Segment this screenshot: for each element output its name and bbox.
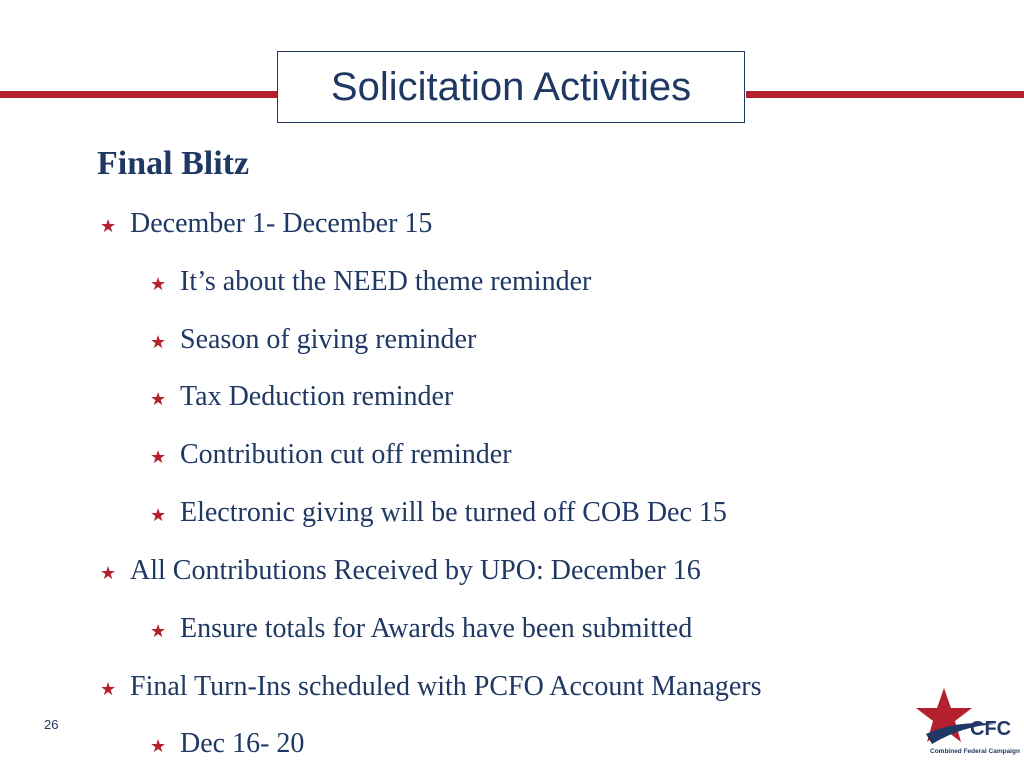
sub-bullet-item	[150, 613, 692, 645]
star-icon: ★	[100, 216, 117, 236]
title-rule-right	[746, 91, 1024, 98]
sub-bullet-item	[150, 381, 453, 413]
title-rule-left	[0, 91, 278, 98]
star-icon: ★	[150, 332, 167, 352]
star-icon: ★	[150, 389, 167, 409]
bullet-item	[100, 555, 701, 587]
star-icon: ★	[150, 736, 167, 756]
star-icon: ★	[150, 447, 167, 467]
bullet-text: December 1- December 15	[130, 208, 433, 239]
star-icon: ★	[150, 505, 167, 525]
bullet-text: Electronic giving will be turned off COB Dec 15	[180, 497, 727, 528]
cfc-logo	[916, 686, 1020, 756]
section-heading: Final Blitz	[97, 145, 250, 182]
slide-title: Solicitation Activities	[330, 64, 692, 109]
sub-bullet-item	[150, 324, 476, 356]
bullet-text: Contribution cut off reminder	[180, 439, 512, 470]
sub-bullet-item	[150, 497, 727, 529]
title-box	[277, 51, 745, 123]
bullet-text: Season of giving reminder	[180, 324, 477, 355]
bullet-text: All Contributions Received by UPO: December 16	[130, 555, 701, 586]
sub-bullet-item	[150, 266, 591, 298]
logo-subtext: Combined Federal Campaign	[930, 748, 1020, 755]
star-icon: ★	[150, 274, 167, 294]
bullet-text: Final Turn-Ins scheduled with PCFO Account Managers	[130, 671, 762, 702]
bullet-text: Dec 16- 20	[180, 728, 305, 759]
sub-bullet-item	[150, 728, 304, 760]
bullet-text: Ensure totals for Awards have been submitted	[180, 613, 693, 644]
star-icon: ★	[150, 621, 167, 641]
page-number: 26	[44, 717, 59, 732]
bullet-item	[100, 208, 432, 240]
logo-text: CFC	[970, 718, 1012, 740]
bullet-text: It’s about the NEED theme reminder	[180, 266, 592, 297]
bullet-item	[100, 671, 762, 703]
bullet-text: Tax Deduction reminder	[180, 381, 454, 412]
star-icon: ★	[100, 679, 117, 699]
star-icon: ★	[100, 563, 117, 583]
sub-bullet-item	[150, 439, 512, 471]
